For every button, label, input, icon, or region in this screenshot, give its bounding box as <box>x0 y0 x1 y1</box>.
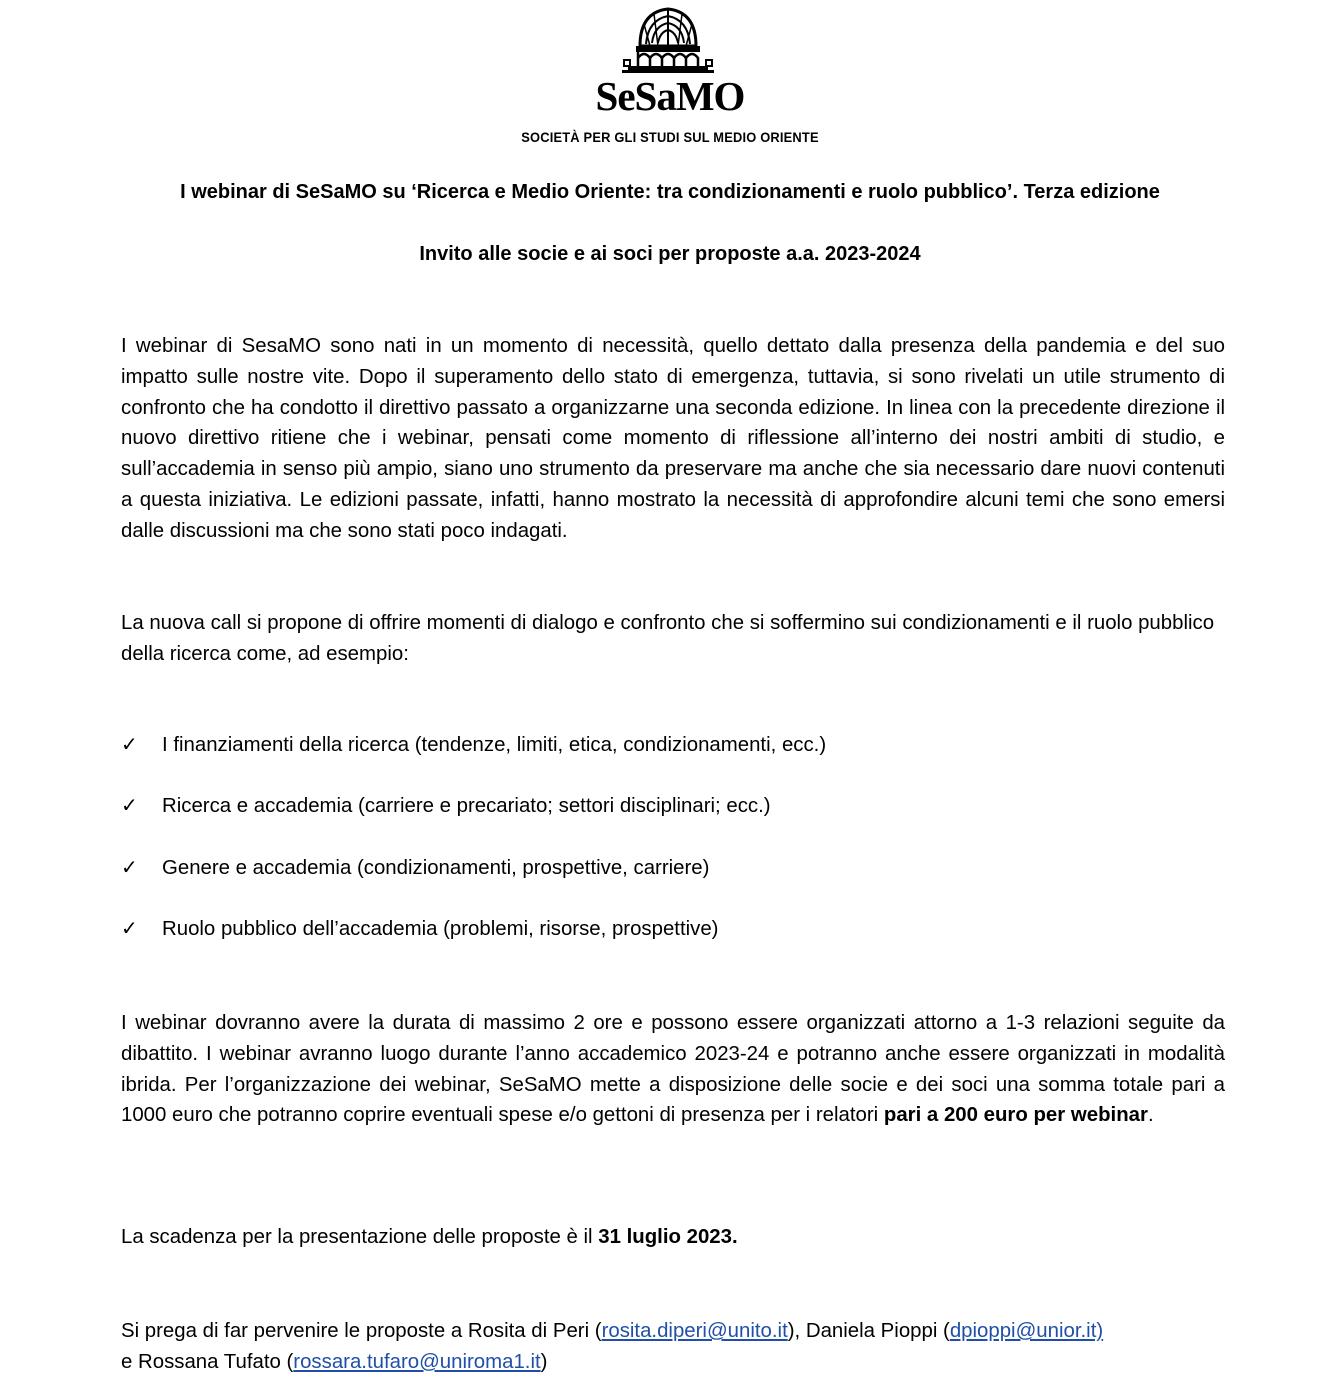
email-link-pioppi[interactable]: dpioppi@unior.it) <box>949 1320 1104 1342</box>
list-item-text: Ruolo pubblico dell’accademia (problemi, risorse, prospettive) <box>162 917 719 940</box>
contacts-text-1: Si prega di far pervenire le proposte a Rosita di Peri ( <box>121 1320 602 1342</box>
deadline-paragraph <box>121 1222 1225 1253</box>
logo-tagline: SOCIETÀ PER GLI STUDI SUL MEDIO ORIENTE <box>521 129 819 145</box>
checkmark-icon: ✓ <box>121 734 138 756</box>
topics-list <box>121 730 1225 975</box>
list-item <box>121 730 1225 791</box>
details-end: . <box>1147 1104 1154 1127</box>
contacts-text-3: e Rossana Tufato ( <box>121 1350 294 1373</box>
contacts-text-2: ), Daniela Pioppi ( <box>787 1320 950 1342</box>
email-link-diperi[interactable]: rosita.diperi@unito.it <box>601 1320 788 1342</box>
details-paragraph <box>121 1008 1225 1131</box>
list-item <box>121 853 1225 914</box>
contacts-paragraph <box>121 1316 1225 1378</box>
checkmark-icon: ✓ <box>121 917 138 940</box>
document-subtitle: Invito alle socie e ai soci per proposte a.a. 2023-2024 <box>419 243 921 265</box>
contacts-text-4: ) <box>540 1350 548 1373</box>
list-item <box>121 791 1225 852</box>
checkmark-icon: ✓ <box>121 856 138 879</box>
dome-arch-emblem-icon <box>618 6 718 78</box>
list-item-text: Genere e accademia (condizionamenti, prospettive, carriere) <box>162 856 710 879</box>
call-paragraph: La nuova call si propone di offrire momenti di dialogo e confronto che si soffermino sui condizionamenti e il ruolo pubblico della ricerca come, ad esempio: <box>121 612 1215 665</box>
deadline-text: La scadenza per la presentazione delle proposte è il <box>121 1226 599 1248</box>
list-item <box>121 914 1225 975</box>
email-link-tufato[interactable]: rossara.tufaro@uniroma1.it <box>293 1350 541 1373</box>
list-item-text: I finanziamenti della ricerca (tendenze, limiti, etica, condizionamenti, ecc.) <box>162 734 827 756</box>
deadline-date: 31 luglio 2023. <box>598 1226 738 1248</box>
checkmark-icon: ✓ <box>121 795 138 818</box>
details-amount-emphasis: pari a 200 euro per webinar <box>883 1104 1148 1127</box>
logo-wordmark: SeSaMO <box>595 73 745 119</box>
sesamo-logo <box>0 4 1340 154</box>
list-item-text: Ricerca e accademia (carriere e precariato; settori disciplinari; ecc.) <box>162 795 771 818</box>
intro-paragraph: I webinar di SesaMO sono nati in un momento di necessità, quello dettato dalla presenza della pandemia e del suo impatto sulle nostre vite. Dopo il superamento dello stato di emergenza, tuttavia, si sono rivelati un utile strumento di confronto che ha condotto il direttivo passato a organizzarne una seconda edizione. In linea con la precedente direzione il nuovo direttivo ritiene che i webinar, pensati come momento di riflessione all’interno dei nostri ambiti di studio, e sull’accademia in senso più ampio, siano uno strumento da preservare ma anche che sia necessario dare nuovi contenuti a questa iniziativa. Le edizioni passate, infatti, hanno mostrato la necessità di approfondire alcuni temi che sono emersi dalle discussioni ma che sono stati poco indagati. <box>121 335 1225 542</box>
document-title: I webinar di SeSaMO su ‘Ricerca e Medio Oriente: tra condizionamenti e ruolo pubblico’. Terza edizione <box>180 181 1160 203</box>
details-text: I webinar dovranno avere la durata di massimo 2 ore e possono essere organizzati attorno a 1-3 relazioni seguite da dibattito. I webinar avranno luogo durante l’anno accademico 2023-24 e potranno anche essere organizzati in modalità ibrida. Per l’organizzazione dei webinar, SeSaMO mette a disposizione delle socie e dei soci una somma totale pari a 1000 euro che potranno coprire eventuali spese e/o gettoni di presenza per i relatori <box>121 1012 1225 1127</box>
